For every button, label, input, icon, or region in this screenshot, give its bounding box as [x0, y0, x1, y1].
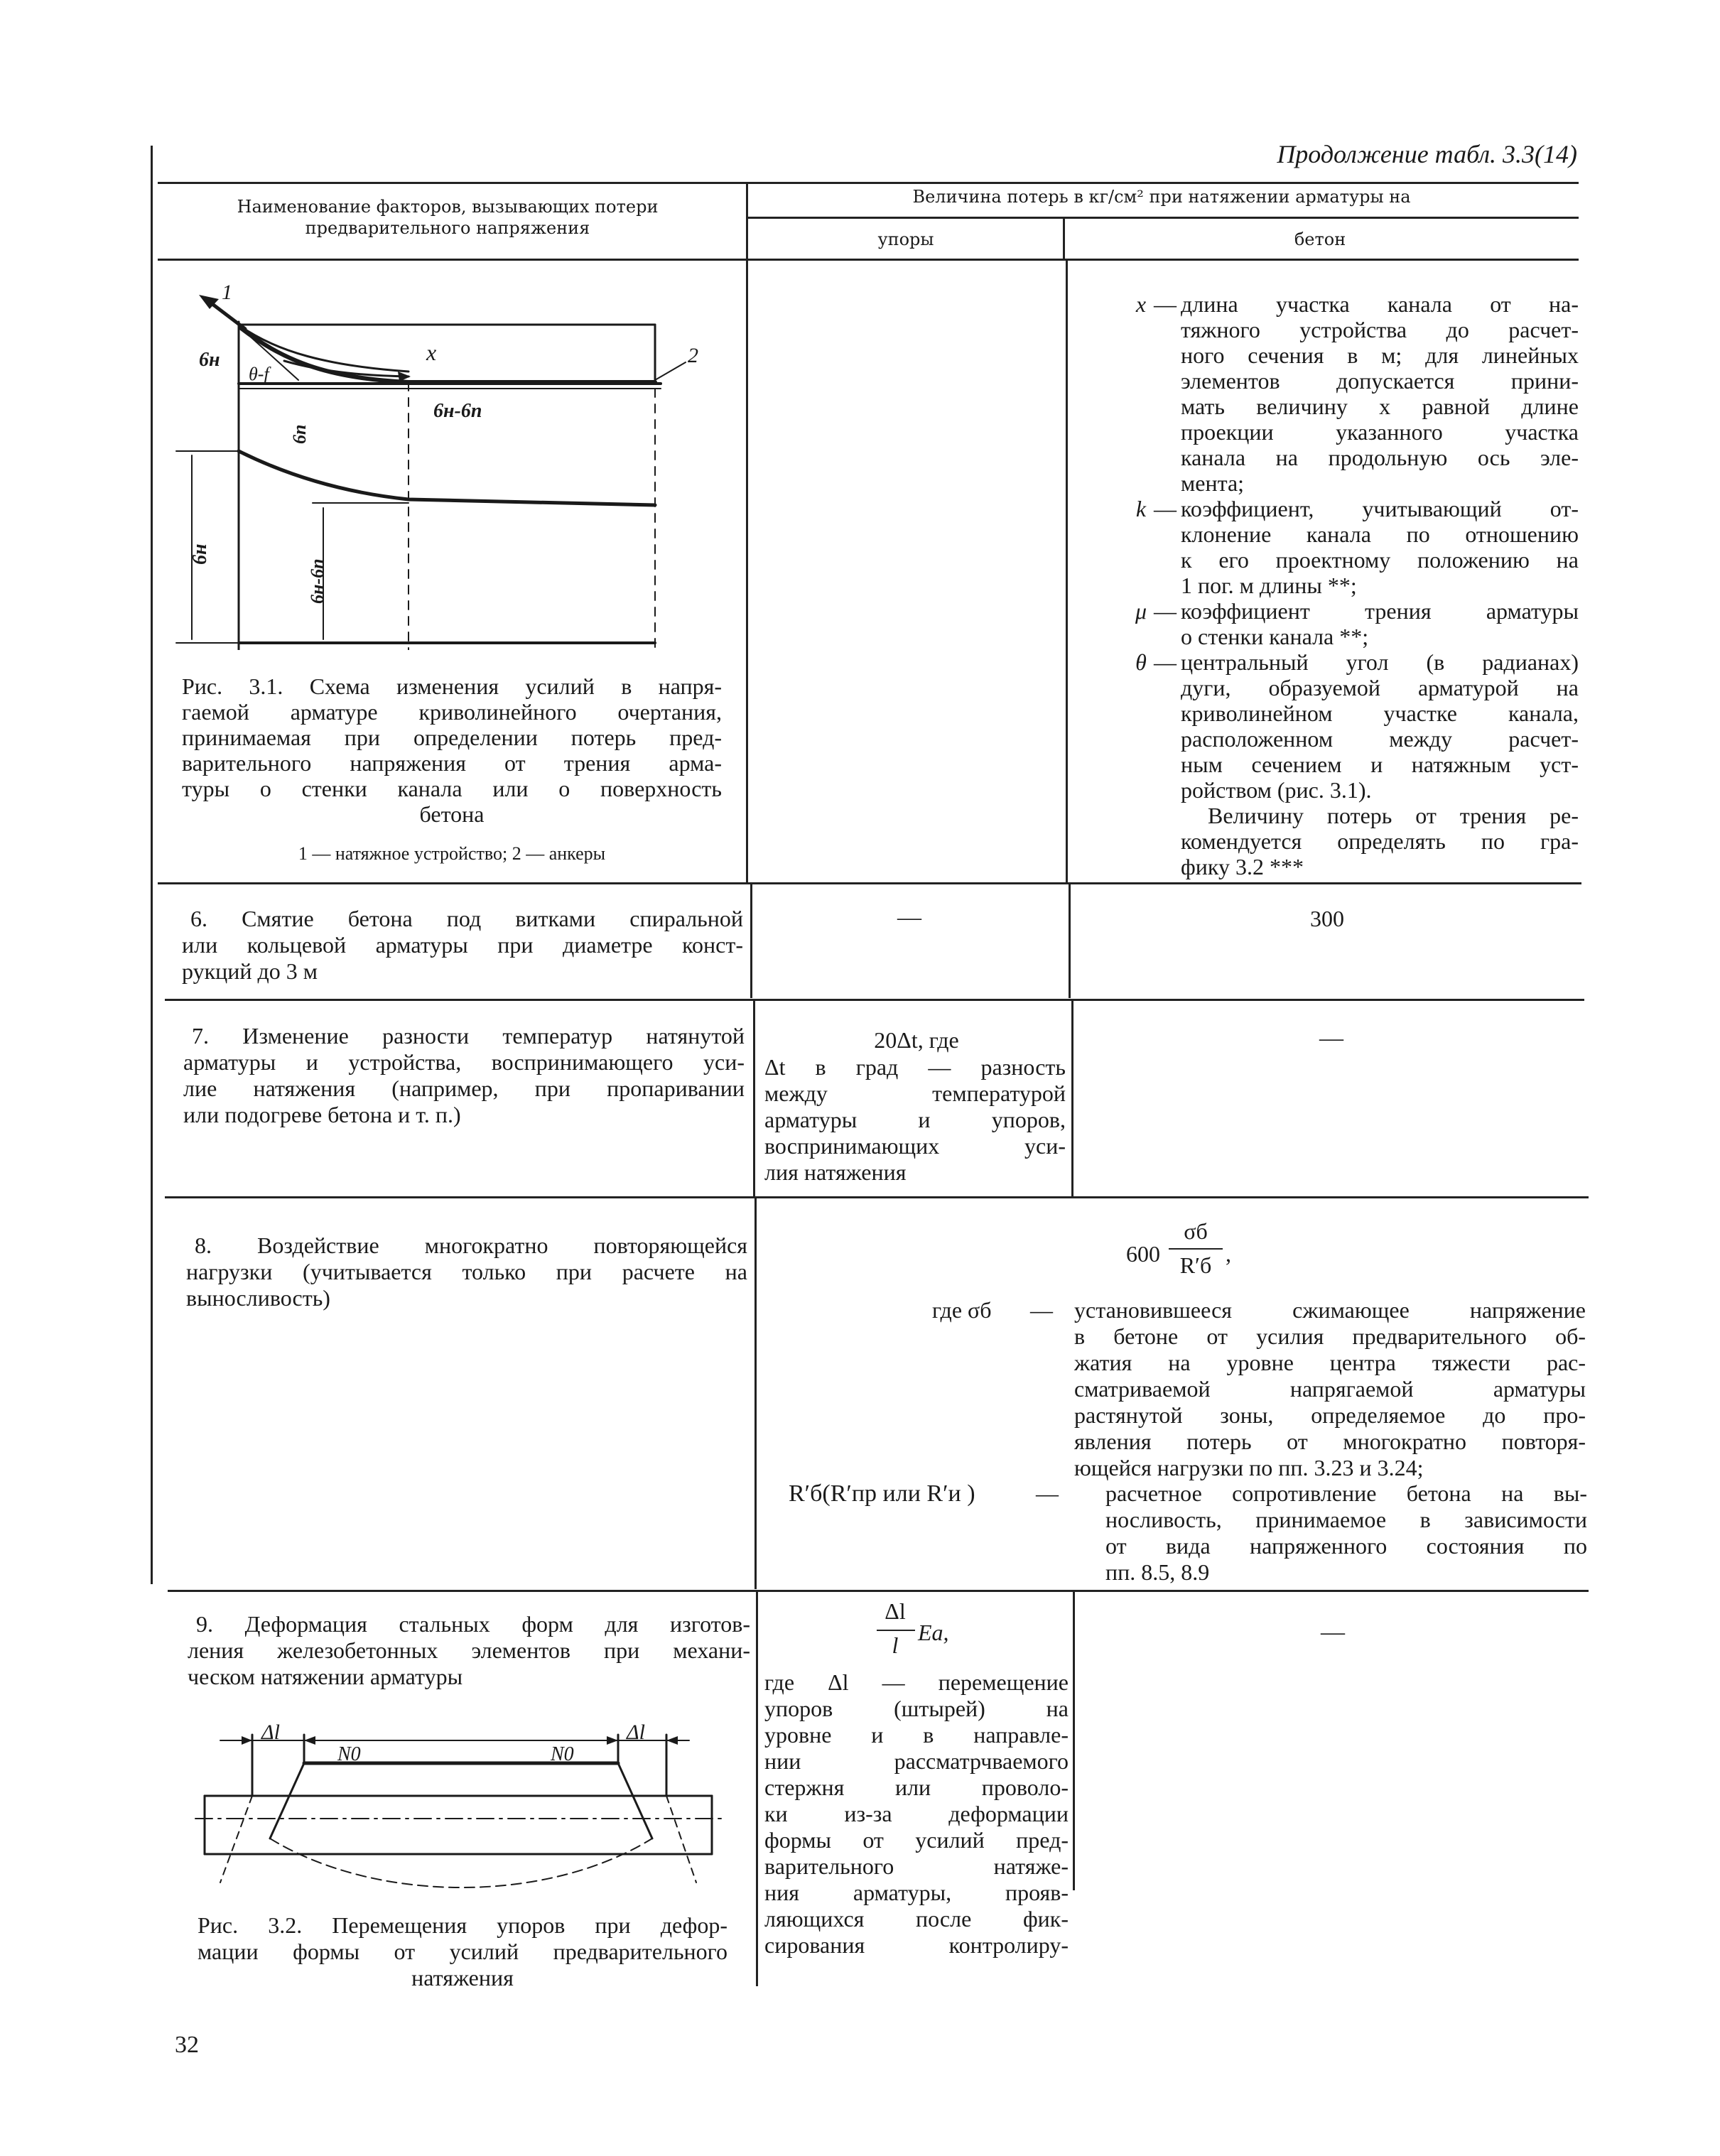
row9-beton-value: —: [1321, 1619, 1345, 1645]
header-subcol-divider: [1063, 217, 1065, 259]
header-top-rule: [158, 182, 1579, 184]
row8-r-def: [1105, 1480, 1587, 1586]
fig31-label-sigma-n-vertical: 6н: [189, 543, 211, 565]
row9-formula-num: Δl: [885, 1598, 906, 1624]
def-line: [1130, 777, 1584, 803]
def-symbol: μ: [1135, 598, 1147, 624]
row8-bottom-rule: [168, 1590, 1589, 1592]
fig32-caption-line: мации формы от усилий предварительного: [198, 1939, 728, 1964]
fig32-label-dl-left: Δl: [261, 1721, 280, 1744]
row8-formula-bar: [1169, 1248, 1223, 1250]
row8-r-line: пп. 8.5, 8.9: [1105, 1559, 1210, 1585]
def-line: [1130, 521, 1584, 547]
def-note-line: [1130, 803, 1584, 828]
row8-sigma-line: жатия на уровне центра тяжести рас-: [1074, 1350, 1586, 1375]
row8-r-symbol: R′б(R′пр или R′и ): [789, 1480, 975, 1507]
def-symbol: θ: [1135, 649, 1147, 675]
row8-formula-comma: ,: [1226, 1241, 1231, 1267]
row5-bottom-rule: [158, 882, 1581, 884]
fig31-caption-line: туры о стенки канала или о поверхность: [182, 776, 722, 801]
row9-upory-line: формы от усилий пред-: [764, 1827, 1069, 1853]
row9-upory-line: сирования контролиру-: [764, 1932, 1069, 1958]
row9-formula-tail: Eа,: [918, 1620, 949, 1645]
def-line: [1130, 649, 1584, 675]
left-margin-line: [151, 146, 153, 1584]
row9-line: ческом натяжении арматуры: [188, 1664, 463, 1689]
def-line: [1130, 598, 1584, 624]
def-text: криволинейном участке канала,: [1181, 700, 1579, 726]
row8-line: выносливость): [186, 1285, 330, 1311]
row6-bottom-rule: [165, 999, 1584, 1001]
def-line: [1130, 394, 1584, 419]
row7-beton-value: —: [1319, 1025, 1343, 1051]
row9-upory-line: ляющихся после фик-: [764, 1906, 1069, 1932]
row7-bottom-rule: [165, 1196, 1589, 1198]
row9-upory-text: [764, 1669, 1069, 1959]
row8-r-dash: —: [1036, 1480, 1059, 1506]
figure-3-1-diagram: [171, 281, 710, 650]
fig32-arrow-left: [242, 1736, 252, 1745]
fig32-label-dl-right: Δl: [627, 1721, 645, 1744]
def-line: [1130, 624, 1584, 649]
def-dash: —: [1154, 496, 1177, 521]
def-text: коэффициент, учитывающий от-: [1181, 496, 1579, 521]
row9-formula: [874, 1598, 1002, 1676]
row6-line: 6. Смятие бетона под витками спиральной: [190, 906, 743, 931]
row7-upory-line: лия натяжения: [764, 1159, 907, 1185]
fig32-tendon-right: [618, 1763, 652, 1838]
row9-factor: [188, 1611, 750, 1690]
fig32-arrow-n0-left: [304, 1736, 315, 1745]
fig32-caption: [198, 1912, 728, 1991]
def-note-line: [1130, 828, 1584, 854]
header-factors: Наименование факторов, вызывающих потери предварительного напряжения: [237, 197, 659, 238]
row7-line: 7. Изменение разности температур натянутой: [192, 1023, 745, 1049]
header-subgroup-rule: [746, 217, 1579, 219]
def-text: ройством (рис. 3.1).: [1181, 777, 1372, 803]
fig31-label-2: 2: [688, 344, 698, 367]
row9-upory-line: нии рассматрчваемого: [764, 1748, 1069, 1774]
fig32-deformed-arc: [270, 1838, 652, 1887]
fig31-caption-line: принимаемая при определении потерь пред-: [182, 725, 722, 750]
def-symbol: x: [1135, 291, 1147, 317]
row7-factor: [183, 1023, 745, 1128]
row8-r-line: расчетное сопротивление бетона на вы-: [1105, 1480, 1587, 1506]
row9-line: 9. Деформация стальных форм для изготов-: [196, 1611, 750, 1637]
fig31-label-theta: θ-f: [249, 364, 269, 384]
row6-line: или кольцевой арматуры при диаметре конст-: [182, 932, 743, 958]
fig31-label-sigma-pi: 6п: [289, 424, 310, 444]
def-line: [1130, 752, 1584, 777]
fig32-left-diagonal: [220, 1796, 252, 1883]
def-line: [1130, 573, 1584, 598]
fig31-label-sigma-diff: 6н-6п: [433, 400, 482, 422]
row8-sigma-line: ющейся нагрузки по пп. 3.23 и 3.24;: [1074, 1455, 1424, 1480]
def-line: [1130, 547, 1584, 573]
def-symbol: k: [1135, 496, 1147, 521]
row8-sigma-line: растянутой зоны, определяемое до про-: [1074, 1402, 1586, 1428]
row8-sigma-line: установившееся сжимающее напряжение: [1074, 1297, 1586, 1323]
fig32-right-diagonal: [666, 1796, 696, 1883]
fig31-caption-line: варительного напряжения от трения арма-: [182, 750, 722, 776]
row9-line: ления железобетонных элементов при механи-: [188, 1637, 750, 1663]
row8-sigma-line: сматриваемой напрягаемой арматуры: [1074, 1376, 1586, 1402]
fig31-label-sigma-n: 6н: [199, 349, 220, 371]
row7-line: или подогреве бетона и т. п.): [183, 1102, 461, 1127]
fig32-label-n0-left: N0: [337, 1743, 361, 1765]
def-text: проекции указанного участка: [1181, 419, 1579, 445]
fig32-caption-line: натяжения: [411, 1965, 514, 1990]
fig31-caption-line: Рис. 3.1. Схема изменения усилий в напря-: [182, 673, 722, 699]
def-text: дуги, образуемой арматурой на: [1181, 675, 1579, 700]
note-text: Величину потерь от трения ре-: [1208, 803, 1579, 828]
def-line: [1130, 419, 1584, 445]
fig31-stress-curve: [239, 451, 655, 505]
row9-upory-line: уровне и в направле-: [764, 1722, 1069, 1748]
header-upory: упоры: [877, 229, 934, 249]
row7-upory-line: между температурой: [764, 1080, 1066, 1106]
def-text: канала на продольную ось эле-: [1181, 445, 1579, 470]
def-line: [1130, 342, 1584, 368]
row9-upory-line: где Δl — перемещение: [764, 1669, 1069, 1695]
row6-line: рукций до 3 м: [182, 958, 318, 984]
fig31-caption-line: гаемой арматуре криволинейного очертания,: [182, 699, 722, 725]
row8-r-line: от вида напряженного состояния по: [1105, 1533, 1587, 1559]
row9-formula-den: l: [892, 1632, 899, 1658]
def-note-line: [1130, 854, 1584, 879]
def-text: элементов допускается прини-: [1181, 368, 1579, 394]
row8-formula-num: σб: [1184, 1218, 1208, 1244]
row8-sigma-line: явления потерь от многократно повторя-: [1074, 1429, 1586, 1454]
row9-upory-line: ния арматуры, прояв-: [764, 1880, 1069, 1905]
def-line: [1130, 726, 1584, 752]
def-line: [1130, 496, 1584, 521]
def-text: центральный угол (в радианах): [1181, 649, 1579, 675]
fig31-legend: 1 — натяжное устройство; 2 — анкеры: [298, 843, 606, 864]
def-line: [1130, 291, 1584, 317]
def-text: клонение канала по отношению: [1181, 521, 1579, 547]
header-beton: бетон: [1294, 229, 1346, 249]
def-text: расположенном между расчет-: [1181, 726, 1579, 752]
row8-formula-coef: 600: [1126, 1241, 1160, 1267]
fig31-anchor-leader: [655, 362, 686, 380]
def-text: о стенки канала **;: [1181, 624, 1369, 649]
row7-upory-line: воспринимающих уси-: [764, 1133, 1066, 1159]
row9-upory-line: упоров (штырей) на: [764, 1696, 1069, 1721]
row7-line: арматуры и устройства, воспринимающего уси-: [183, 1049, 745, 1075]
row9-upory-line: варительного натяже-: [764, 1853, 1069, 1879]
row6-upory-value: —: [897, 904, 921, 931]
def-text: мента;: [1181, 470, 1245, 496]
fig32-caption-line: Рис. 3.2. Перемещения упоров при дефор-: [198, 1912, 728, 1938]
def-dash: —: [1154, 649, 1177, 675]
header-col-divider: [746, 182, 748, 259]
continuation-label: Продолжение табл. 3.3(14): [1277, 140, 1577, 168]
fig31-caption-line: бетона: [419, 801, 485, 827]
def-line: [1130, 700, 1584, 726]
fig31-label-sigma-diff-vertical: 6н-6п: [307, 558, 328, 604]
fig31-label-x: x: [426, 340, 437, 365]
row8-formula-den: R′б: [1179, 1252, 1212, 1278]
row8-sigma-def: [1074, 1297, 1586, 1481]
row5-col-divider-2: [1066, 261, 1068, 883]
note-text: комендуется определять по гра-: [1181, 828, 1579, 854]
row9-col-divider-1: [756, 1592, 758, 1986]
row7-upory-line: арматуры и упоров,: [764, 1107, 1066, 1132]
row6-col-divider-1: [750, 884, 752, 998]
row5-col-divider-1: [746, 261, 748, 883]
row7-upory-text: [764, 1054, 1066, 1186]
row9-formula-bar: [877, 1630, 915, 1631]
row7-col-divider-1: [753, 1001, 755, 1196]
row9-upory-line: стержня или проволо-: [764, 1775, 1069, 1800]
fig32-label-n0-right: N0: [551, 1743, 574, 1765]
note-text: фику 3.2 ***: [1181, 854, 1304, 879]
header-bottom-rule: [158, 259, 1579, 261]
def-line: [1130, 317, 1584, 342]
def-line: [1130, 445, 1584, 470]
row6-factor: [182, 906, 743, 985]
fig32-arrow-right: [666, 1736, 678, 1745]
row6-col-divider-2: [1069, 884, 1071, 998]
figure-3-2-diagram: [192, 1719, 732, 1897]
row7-upory-line: Δt в град — разность: [764, 1054, 1066, 1080]
row7-line: лие натяжения (например, при пропаривании: [183, 1076, 745, 1101]
row8-col-divider-1: [754, 1198, 757, 1589]
def-line: [1130, 368, 1584, 394]
fig31-label-1: 1: [222, 281, 232, 304]
def-text: к его проектному положению на: [1181, 547, 1579, 573]
def-dash: —: [1154, 598, 1177, 624]
fig32-arrow-n0-right: [607, 1736, 618, 1745]
def-text: мать величину x равной длине: [1181, 394, 1579, 419]
row8-line: 8. Воздействие многократно повторяющейся: [195, 1233, 747, 1258]
def-line: [1130, 675, 1584, 700]
row8-line: нагрузки (учитывается только при расчете на: [186, 1259, 747, 1284]
row9-upory-line: ки из-за деформации: [764, 1801, 1069, 1826]
def-dash: —: [1154, 291, 1177, 317]
def-line: [1130, 470, 1584, 496]
row6-beton-value: 300: [1310, 906, 1344, 931]
row7-formula: 20Δt, где: [874, 1027, 959, 1053]
def-text: коэффициент трения арматуры: [1181, 598, 1579, 624]
fig32-tendon-left: [270, 1763, 304, 1838]
row5-beton-definitions: [1130, 291, 1584, 879]
row9-col-divider-2: [1073, 1592, 1075, 1890]
row8-where-sigma: где σб: [932, 1297, 992, 1323]
row8-r-line: носливость, принимаемое в зависимости: [1105, 1507, 1587, 1532]
def-text: 1 пог. м длины **;: [1181, 573, 1357, 598]
row8-formula: [1126, 1218, 1282, 1296]
def-text: ным сечением и натяжным уст-: [1181, 752, 1579, 777]
def-text: длина участка канала от на-: [1181, 291, 1579, 317]
page-number: 32: [175, 2032, 199, 2058]
def-text: тяжного устройства до расчет-: [1181, 317, 1579, 342]
fig31-caption: [182, 673, 722, 827]
row8-where-dash: —: [1030, 1297, 1053, 1323]
header-loss-group: Величина потерь в кг/см² при натяжении арматуры на: [912, 187, 1411, 207]
def-text: ного сечения в м; для линейных: [1181, 342, 1579, 368]
row8-sigma-line: в бетоне от усилия предварительного об-: [1074, 1323, 1586, 1349]
row8-factor: [186, 1233, 747, 1311]
